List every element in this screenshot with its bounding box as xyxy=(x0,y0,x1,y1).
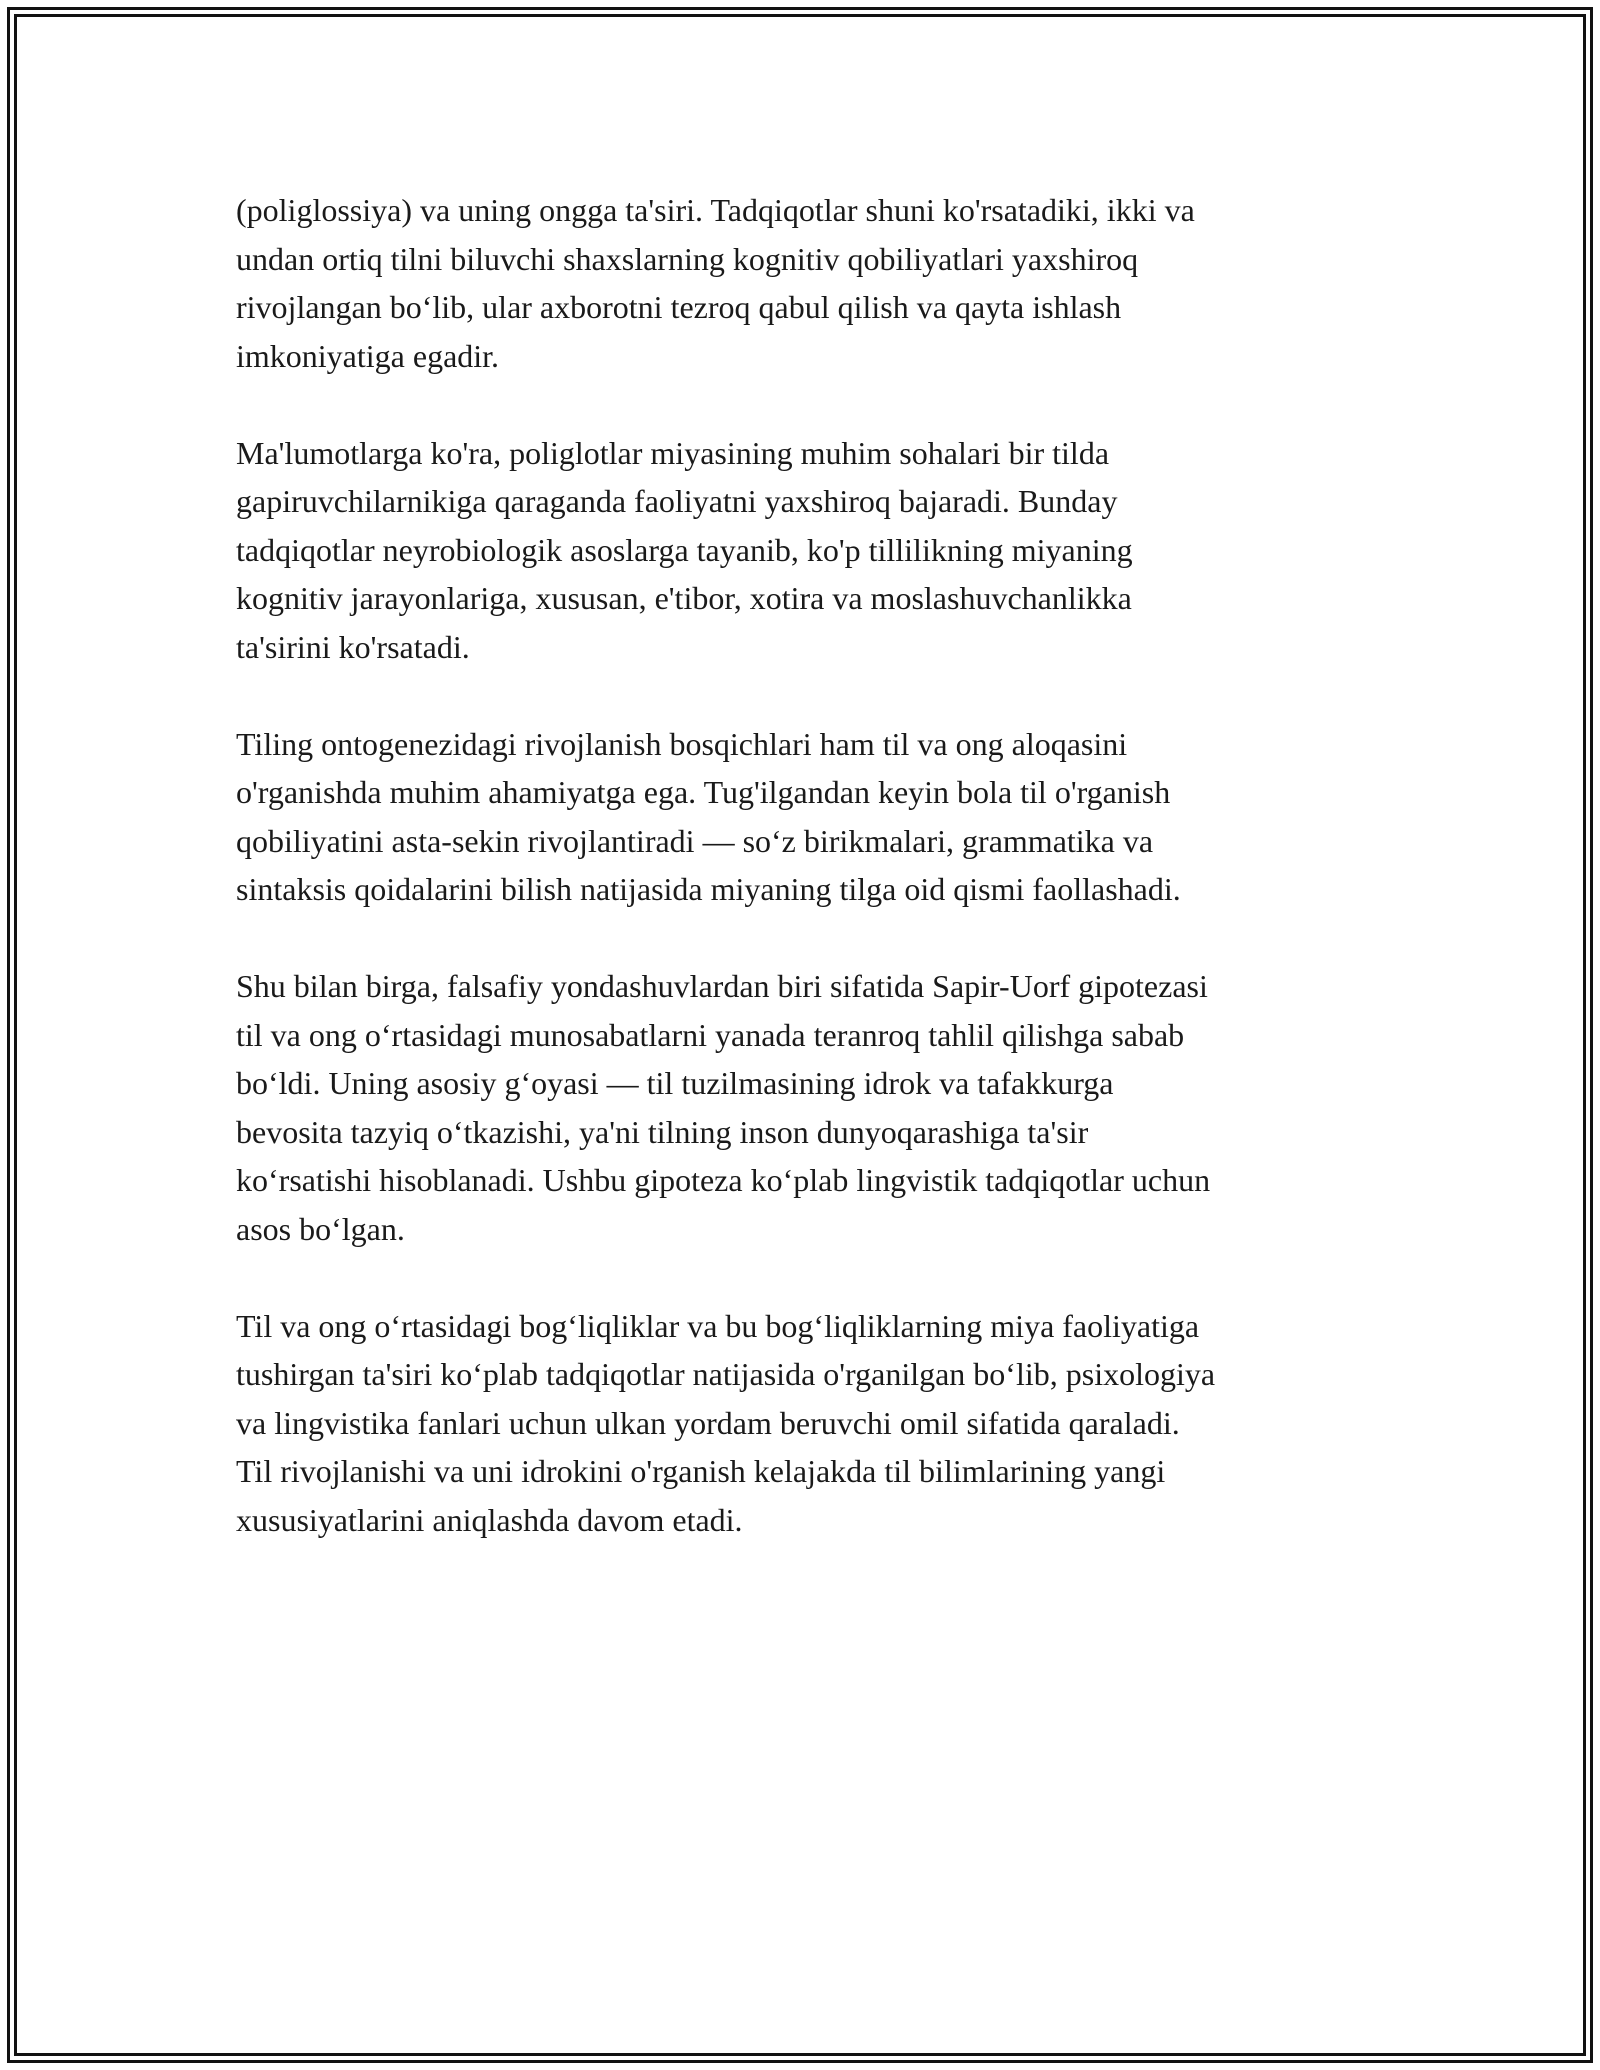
paragraph-1 xyxy=(236,186,1396,380)
text-line: kognitiv jarayonlariga, xususan, e'tibor, xotira va moslashuvchanlikka xyxy=(236,580,1132,616)
text-line: asos bo‘lgan. xyxy=(236,1210,405,1247)
paragraph-2 xyxy=(236,429,1396,672)
text-line: imkoniyatiga egadir. xyxy=(236,337,500,374)
paragraph-5 xyxy=(236,1302,1396,1545)
text-line: tushirgan ta'siri ko‘plab tadqiqotlar natijasida o'rganilgan bo‘lib, psixologiya xyxy=(236,1356,1216,1392)
text-line: o'rganishda muhim ahamiyatga ega. Tug'ilgandan keyin bola til o'rganish xyxy=(236,774,1171,810)
text-line: bo‘ldi. Uning asosiy g‘oyasi — til tuzilmasining idrok va tafakkurga xyxy=(236,1065,1114,1101)
text-line: tadqiqotlar neyrobiologik asoslarga tayanib, ko'p tillilikning miyaning xyxy=(236,531,1133,568)
text-line: bevosita tazyiq o‘tkazishi, ya'ni tilning inson dunyoqarashiga ta'sir xyxy=(236,1113,1089,1150)
text-line: ta'sirini ko'rsatadi. xyxy=(236,628,470,665)
text-line: Ma'lumotlarga ko'ra, poliglotlar miyasining muhim sohalari bir tilda xyxy=(236,434,1110,471)
text-line: Tiling ontogenezidagi rivojlanish bosqichlari ham til va ong aloqasini xyxy=(236,725,1128,762)
text-line: ko‘rsatishi hisoblanadi. Ushbu gipoteza ko‘plab lingvistik tadqiqotlar uchun xyxy=(236,1162,1211,1198)
text-line: undan ortiq tilni biluvchi shaxslarning kognitiv qobiliyatlari yaxshiroq xyxy=(236,240,1139,277)
paragraph-4 xyxy=(236,962,1396,1253)
text-line: Shu bilan birga, falsafiy yondashuvlardan biri sifatida Sapir-Uorf gipotezasi xyxy=(236,968,1208,1004)
document-body xyxy=(236,186,1396,1544)
paragraph-3 xyxy=(236,720,1396,914)
text-line: qobiliyatini asta-sekin rivojlantiradi — so‘z birikmalari, grammatika va xyxy=(236,822,1154,859)
text-line: sintaksis qoidalarini bilish natijasida miyaning tilga oid qismi faollashadi. xyxy=(236,871,1181,907)
text-line: (poliglossiya) va uning ongga ta'siri. Tadqiqotlar shuni ko'rsatadiki, ikki va xyxy=(236,192,1195,228)
text-line: Til va ong o‘rtasidagi bog‘liqliklar va bu bog‘liqliklarning miya faoliyatiga xyxy=(236,1307,1200,1344)
text-line: gapiruvchilarnikiga qaraganda faoliyatni yaxshiroq bajaradi. Bunday xyxy=(236,483,1118,519)
text-line: xususiyatlarini aniqlashda davom etadi. xyxy=(236,1501,743,1538)
text-line: va lingvistika fanlari uchun ulkan yordam beruvchi omil sifatida qaraladi. xyxy=(236,1404,1180,1441)
text-line: til va ong o‘rtasidagi munosabatlarni yanada teranroq tahlil qilishga sabab xyxy=(236,1016,1185,1053)
text-line: Til rivojlanishi va uni idrokini o'rganish kelajakda til bilimlarining yangi xyxy=(236,1453,1166,1489)
text-line: rivojlangan bo‘lib, ular axborotni tezroq qabul qilish va qayta ishlash xyxy=(236,289,1122,325)
